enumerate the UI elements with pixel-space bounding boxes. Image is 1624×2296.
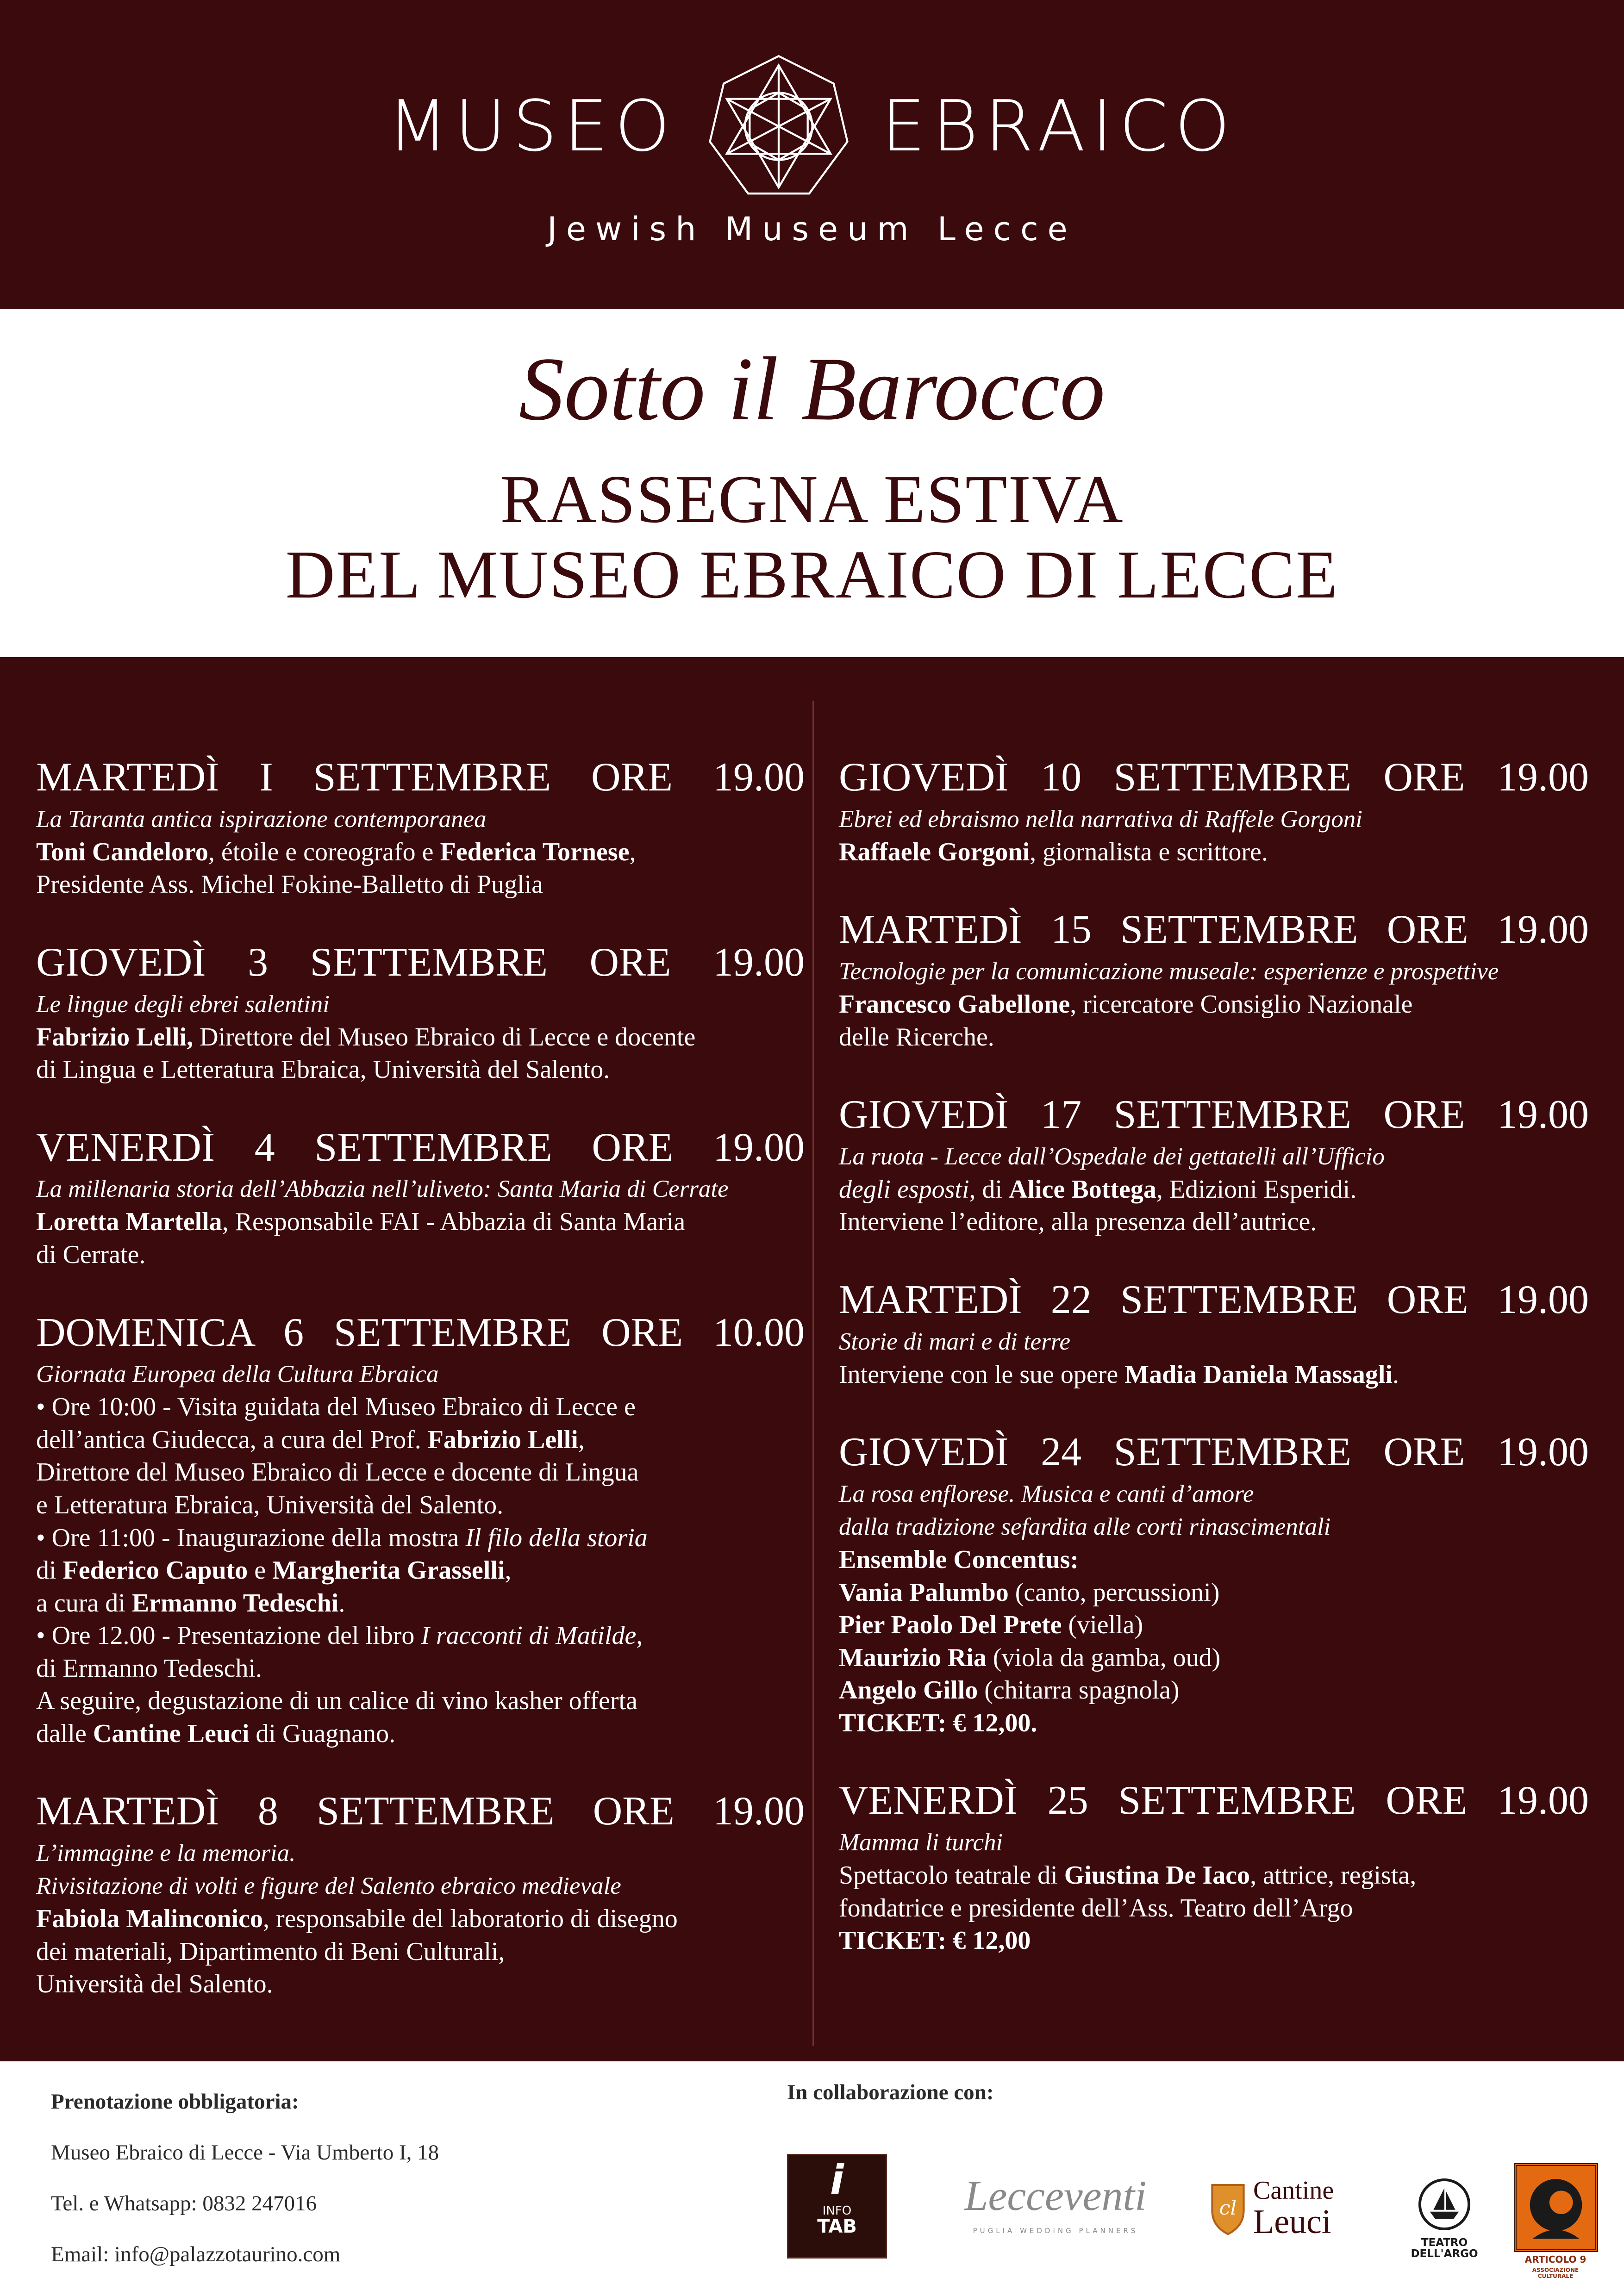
event-detail-line: Maurizio Ria (viola da gamba, oud) [839,1643,1221,1672]
event-date-heading: GIOVEDÌ 3 SETTEMBRE ORE 19.00 [36,940,805,985]
event-detail-line: Toni Candeloro, étoile e coreografo e Federica Tornese, [36,837,636,866]
event-detail-line: • Ore 12.00 - Presentazione del libro I racconti di Matilde, [36,1621,643,1650]
event-detail-line: A seguire, degustazione di un calice di vino kasher offerta [36,1686,637,1716]
event-date-heading: MARTEDÌ I SETTEMBRE ORE 19.00 [36,755,805,800]
event-talk-title: La ruota - Lecce dall’Ospedale dei gettatelli all’Ufficio [839,1143,1385,1170]
lecceventi-script: Lecceventi [964,2172,1147,2219]
event-detail-line: delle Ricerche. [839,1022,994,1052]
event-detail-line: Spettacolo teatrale di Giustina De Iaco, attrice, regista, [839,1861,1417,1890]
event-detail-line: Interviene l’editore, alla presenza dell’autrice. [839,1207,1317,1237]
event-date-heading: DOMENICA 6 SETTEMBRE ORE 10.00 [36,1310,805,1355]
event-date-heading: GIOVEDÌ 17 SETTEMBRE ORE 19.00 [839,1092,1589,1138]
event-detail-line: dell’antica Giudecca, a cura del Prof. Fabrizio Lelli, [36,1425,585,1454]
event-block [839,1279,1589,1391]
event-detail-line: di Ermanno Tedeschi. [36,1654,262,1683]
event-talk-title: Le lingue degli ebrei salentini [36,990,330,1018]
teatro-argo-logo [1403,2177,1486,2259]
event-block [36,942,805,1086]
event-date-heading: GIOVEDÌ 10 SETTEMBRE ORE 19.00 [839,755,1589,800]
schedule-column-right [839,757,1589,1998]
booking-contacts [51,2089,439,2293]
event-talk-title: Storie di mari e di terre [839,1328,1071,1355]
event-talk-title: Giornata Europea della Cultura Ebraica [36,1361,439,1388]
event-block [839,757,1589,868]
event-block [36,1127,805,1271]
event-detail-line: TICKET: € 12,00. [839,1708,1037,1737]
ship-icon [1417,2177,1472,2232]
event-date-heading: MARTEDÌ 8 SETTEMBRE ORE 19.00 [36,1789,805,1834]
event-date-heading: VENERDÌ 25 SETTEMBRE ORE 19.00 [839,1778,1589,1823]
event-detail-line: Francesco Gabellone, ricercatore Consiglio Nazionale [839,990,1413,1019]
logo [0,50,1624,203]
event-date-heading: MARTEDÌ 22 SETTEMBRE ORE 19.00 [839,1277,1589,1323]
event-detail-line: fondatrice e presidente dell’Ass. Teatro dell’Argo [839,1893,1353,1923]
event-block [36,1312,805,1750]
booking-address: Museo Ebraico di Lecce - Via Umberto I, 18 [51,2140,439,2165]
event-detail-line: Presidente Ass. Michel Fokine-Balletto di Puglia [36,870,543,899]
shield-icon [1208,2181,1248,2236]
event-talk-title: dalla tradizione sefardita alle corti rinascimentali [839,1513,1331,1541]
event-detail-line: Pier Paolo Del Prete (viella) [839,1611,1143,1640]
profile-head-icon [1517,2166,1595,2249]
event-block [36,1791,805,2000]
event-detail-line: TICKET: € 12,00 [839,1926,1031,1955]
articolo9-subtext: ASSOCIAZIONE CULTURALE [1532,2267,1579,2279]
infotab-info-text: INFO [822,2203,852,2218]
event-detail-line: Angelo Gillo (chitarra spagnola) [839,1676,1180,1705]
event-block [839,1431,1589,1739]
event-talk-title: L’immagine e la memoria. [36,1840,296,1867]
event-block [36,757,805,901]
event-detail-line: Vania Palumbo (canto, percussioni) [839,1578,1220,1607]
event-detail-line: dalle Cantine Leuci di Guagnano. [36,1719,396,1748]
logo-subtitle: Jewish Museum Lecce [547,210,1077,248]
event-talk-title: Mamma li turchi [839,1829,1003,1856]
event-detail-line: Fabiola Malinconico, responsabile del laboratorio di disegno [36,1904,678,1934]
cantine-leuci-logo [1208,2177,1334,2240]
event-subtitle-line-2: DEL MUSEO EBRAICO DI LECCE [285,536,1339,613]
event-talk-title: La rosa enflorese. Musica e canti d’amore [839,1481,1254,1508]
event-subtitle [0,462,1624,613]
svg-text:cl: cl [1219,2196,1237,2220]
event-detail-line: Direttore del Museo Ebraico di Lecce e docente di Lingua [36,1458,639,1487]
leuci-text: Leuci [1253,2203,1331,2241]
event-talk-title: Rivisitazione di volti e figure del Salento ebraico medievale [36,1873,621,1900]
column-divider [812,701,814,2046]
sponsor-logos [787,2126,1602,2279]
collaboration-label: In collaborazione con: [787,2080,994,2104]
cantine-text: Cantine [1253,2176,1334,2205]
articolo9-logo [1514,2163,1597,2279]
event-block [839,909,1589,1053]
event-detail-line: e Letteratura Ebraica, Università del Salento. [36,1490,504,1519]
event-detail-line: dei materiali, Dipartimento di Beni Culturali, [36,1937,505,1966]
event-subtitle-line-1: RASSEGNA ESTIVA [500,461,1124,537]
event-detail-line: • Ore 11:00 - Inaugurazione della mostra Il filo della storia [36,1523,648,1552]
logo-word-museo: MUSEO [387,85,677,167]
event-detail-line: • Ore 10:00 - Visita guidata del Museo Ebraico di Lecce e [36,1393,636,1422]
event-detail-line: Ensemble Concentus: [839,1545,1079,1574]
event-detail-line: Fabrizio Lelli, Direttore del Museo Ebraico di Lecce e docente [36,1022,696,1052]
lecceventi-logo [926,2172,1185,2235]
booking-email: Email: info@palazzotaurino.com [51,2242,341,2266]
event-detail-line: a cura di Ermanno Tedeschi. [36,1588,345,1618]
schedule-column-left [36,757,805,2041]
lecceventi-tagline: PUGLIA WEDDING PLANNERS [973,2227,1138,2235]
event-detail-line: di Federico Caputo e Margherita Grasselli, [36,1556,512,1585]
event-talk-title: La Taranta antica ispirazione contemporanea [36,805,487,833]
footer [0,2061,1624,2296]
event-talk-title: La millenaria storia dell’Abbazia nell’uliveto: Santa Maria di Cerrate [36,1176,729,1203]
logo-word-ebraico: EBRAICO [881,85,1237,167]
title-band [0,309,1624,657]
event-talk-title: Tecnologie per la comunicazione museale: esperienze e prospettive [839,958,1499,985]
articolo9-text: ARTICOLO 9 [1524,2254,1587,2265]
event-date-heading: VENERDÌ 4 SETTEMBRE ORE 19.00 [36,1125,805,1170]
event-detail-line: Loretta Martella, Responsabile FAI - Abbazia di Santa Maria [36,1207,686,1237]
schedule-section [0,657,1624,2061]
event-date-heading: MARTEDÌ 15 SETTEMBRE ORE 19.00 [839,907,1589,952]
event-date-heading: GIOVEDÌ 24 SETTEMBRE ORE 19.00 [839,1430,1589,1475]
infotab-logo [787,2154,887,2259]
booking-phone: Tel. e Whatsapp: 0832 247016 [51,2191,317,2215]
event-block [839,1094,1589,1238]
event-detail-line: di Cerrate. [36,1240,146,1269]
teatro-text: TEATRO DELL'ARGO [1411,2237,1478,2260]
infotab-tab-text: TAB [817,2216,857,2238]
event-detail-line: Interviene con le sue opere Madia Daniela Massagli. [839,1360,1399,1389]
star-of-david-icon [702,50,855,203]
event-detail-line: Università del Salento. [36,1970,273,1999]
header-banner [0,0,1624,309]
event-detail-line: di Lingua e Letteratura Ebraica, Università del Salento. [36,1055,610,1084]
event-detail-line: degli esposti, di Alice Bottega, Edizioni Esperidi. [839,1175,1357,1204]
event-title: Sotto il Barocco [518,339,1106,439]
event-detail-line: Raffaele Gorgoni, giornalista e scrittore. [839,837,1268,866]
articolo9-emblem [1514,2163,1598,2252]
booking-label: Prenotazione obbligatoria: [51,2090,299,2114]
info-icon: i [830,2156,844,2203]
event-block [839,1780,1589,1957]
event-talk-title: Ebrei ed ebraismo nella narrativa di Raffele Gorgoni [839,805,1363,833]
